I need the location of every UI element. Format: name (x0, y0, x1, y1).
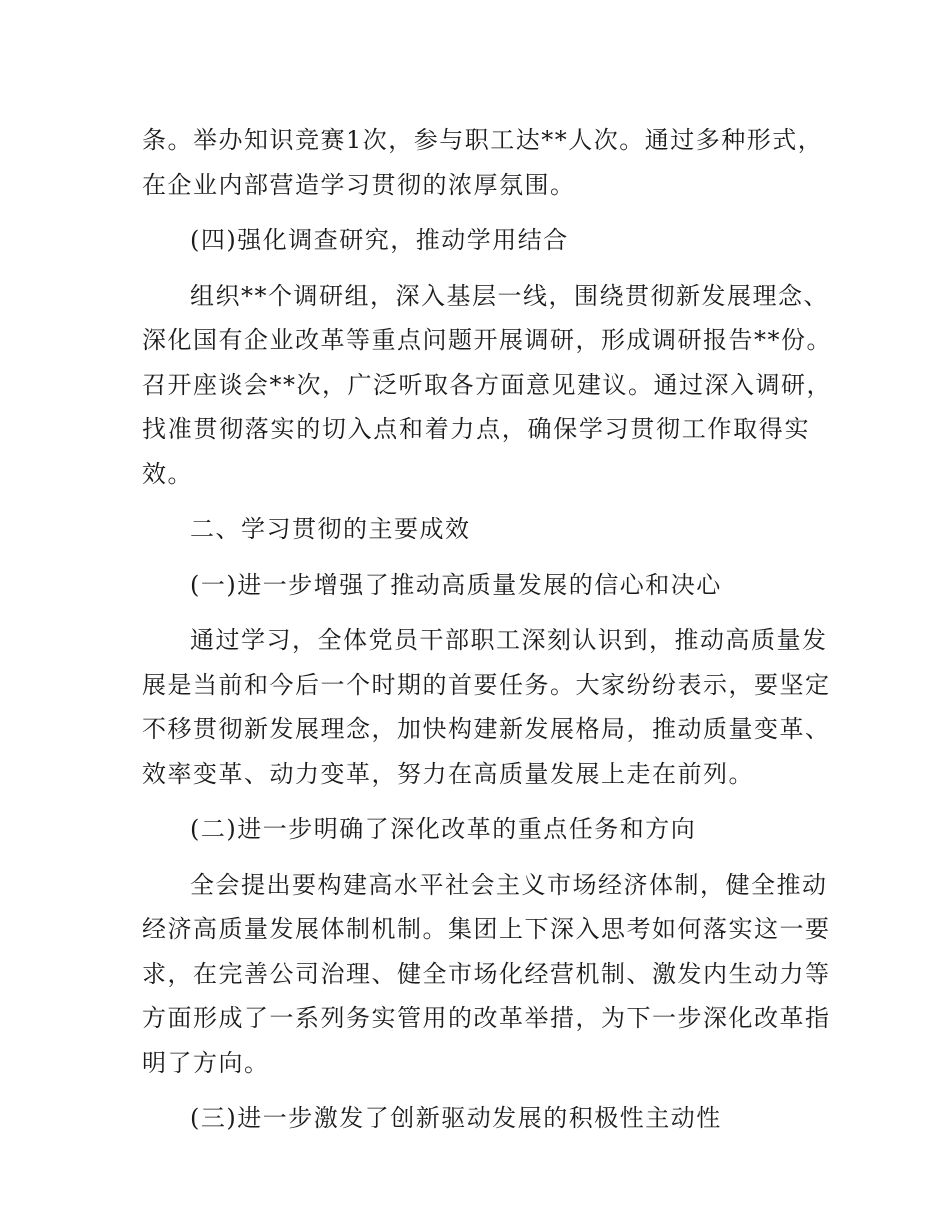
text-line: 深化国有企业改革等重点问题开展调研，形成调研报告**份。 (142, 326, 832, 354)
paragraph-research (142, 274, 832, 497)
text-line: 效。 (142, 459, 193, 488)
subheading-2: (二)进一步明确了深化改革的重点任务和方向 (190, 815, 697, 843)
subheading-1: (一)进一步增强了推动高质量发展的信心和决心 (190, 570, 722, 599)
text-line: 效率变革、动力变革，努力在高质量发展上走在前列。 (142, 759, 754, 788)
subheading-3: (三)进一步激发了创新驱动发展的积极性主动性 (190, 1104, 722, 1132)
text-line: 求，在完善公司治理、健全市场化经营机制、激发内生动力等 (142, 959, 831, 988)
text-line: 召开座谈会**次，广泛听取各方面意见建议。通过深入调研， (142, 370, 832, 399)
paragraph-reform (142, 863, 831, 1086)
text-line: 经济高质量发展体制机制。集团上下深入思考如何落实这一要 (142, 915, 831, 943)
text-line: 方面形成了一系列务实管用的改革举措，为下一步深化改革指 (142, 1004, 831, 1032)
text-line: 展是当前和今后一个时期的首要任务。大家纷纷表示，要坚定 (142, 670, 831, 699)
paragraph-confidence (142, 618, 831, 796)
text-line: 在企业内部营造学习贯彻的浓厚氛围。 (142, 170, 576, 199)
paragraph-competition (142, 118, 824, 207)
text-line: 全会提出要构建高水平社会主义市场经济体制，健全推动 (190, 870, 828, 899)
subheading-4: (四)强化调查研究，推动学用结合 (190, 226, 569, 254)
text-line: 明了方向。 (142, 1048, 270, 1077)
document-page (142, 118, 832, 1141)
text-line: 条。举办知识竞赛1次，参与职工达**人次。通过多种形式， (142, 126, 824, 154)
text-line: 通过学习，全体党员干部职工深刻认识到，推动高质量发 (190, 626, 828, 654)
text-line: 找准贯彻落实的切入点和着力点，确保学习贯彻工作取得实 (142, 415, 810, 443)
text-line: 组织**个调研组，深入基层一线，围绕贯彻新发展理念、 (190, 281, 829, 310)
section-heading-2: 二、学习贯彻的主要成效 (190, 515, 471, 543)
text-line: 不移贯彻新发展理念，加快构建新发展格局，推动质量变革、 (142, 715, 831, 743)
